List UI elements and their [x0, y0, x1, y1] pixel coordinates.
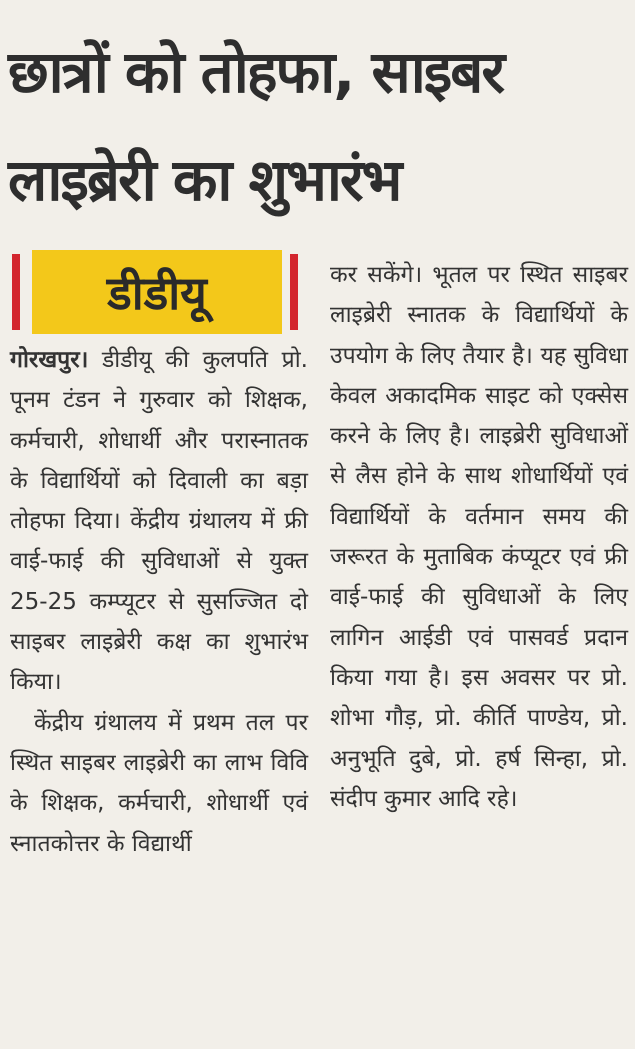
article-paragraph-2: केंद्रीय ग्रंथालय में प्रथम तल पर स्थित साइबर लाइब्रेरी का लाभ विवि के शिक्षक, कर्मचारी, शोधार्थी एवं स्नातकोत्तर के विद्यार्थी — [10, 709, 308, 857]
tag-left-bar — [12, 254, 20, 330]
article-paragraph-1 — [10, 340, 308, 703]
tag-label: डीडीयू — [32, 250, 282, 334]
article-column-2 — [330, 255, 628, 819]
article-paragraph-2-continued: कर सकेंगे। भूतल पर स्थित साइबर लाइब्रेरी स्नातक के विद्यार्थियों के उपयोग के लिए तैयार है। यह सुविधा केवल अकादमिक साइट को एक्सेस करने के लिए है। लाइब्रेरी सुविधाओं से लैस होने के साथ शोधार्थियों एवं विद्यार्थियों के वर्तमान समय की जरूरत के मुताबिक कंप्यूटर एवं फ्री वाई-फाई की सुविधाओं के लिए लागिन आईडी एवं पासवर्ड प्रदान किया गया है। इस अवसर पर प्रो. शोभा गौड़, प्रो. कीर्ति पाण्डेय, प्रो. अनुभूति दुबे, प्रो. हर्ष सिन्हा, प्रो. संदीप कुमार आदि रहे। — [330, 262, 628, 812]
headline — [8, 18, 628, 234]
headline-line-1: छात्रों को तोहफा, साइबर — [8, 38, 504, 106]
section-tag — [12, 250, 302, 334]
tag-right-bar — [290, 254, 298, 330]
dateline: गोरखपुर। — [10, 347, 89, 373]
article-column-1 — [10, 340, 308, 864]
paragraph-1-text: डीडीयू की कुलपति प्रो. पूनम टंडन ने गुरुवार को शिक्षक, कर्मचारी, शोधार्थी और परास्नातक के विद्यार्थियों को दिवाली का बड़ा तोहफा दिया। केंद्रीय ग्रंथालय में फ्री वाई-फाई की सुविधाओं से युक्त 25-25 कम्प्यूटर से सुसज्जित दो साइबर लाइब्रेरी कक्ष का शुभारंभ किया। — [10, 347, 308, 696]
headline-line-2: लाइब्रेरी का शुभारंभ — [8, 146, 401, 214]
